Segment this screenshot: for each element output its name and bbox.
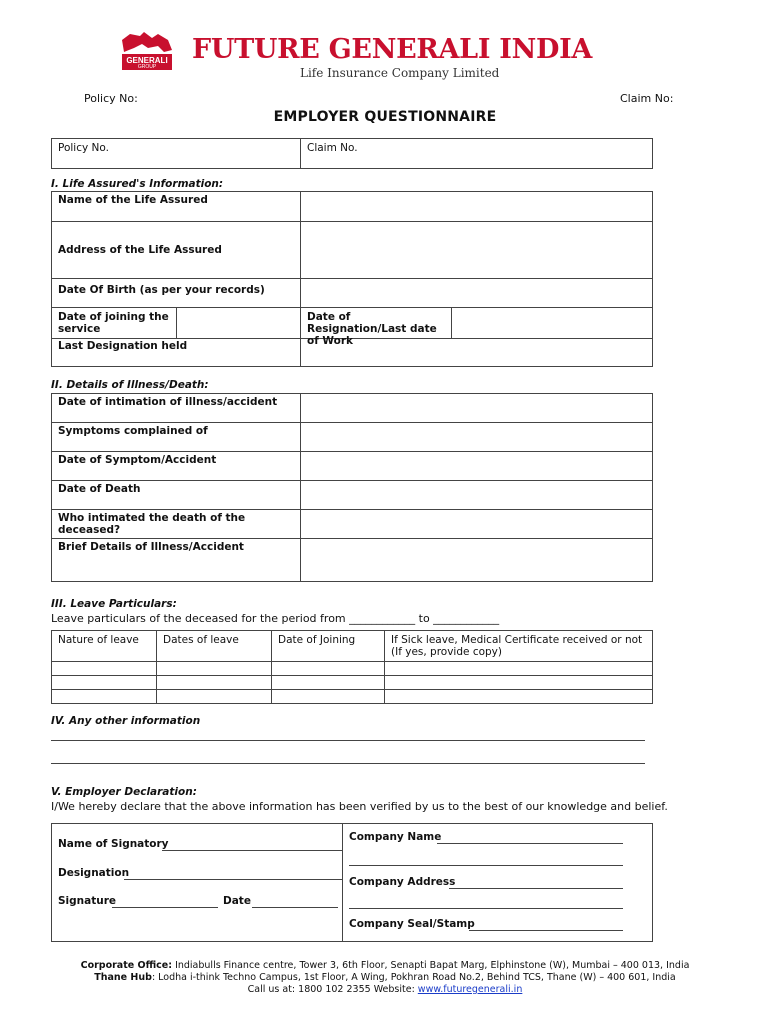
company-name-line[interactable] bbox=[437, 843, 623, 844]
leave-col-joining: Date of Joining bbox=[272, 631, 385, 662]
company-seal-label: Company Seal/Stamp bbox=[349, 918, 475, 930]
illness-row-field[interactable] bbox=[301, 452, 653, 481]
illness-row-field[interactable] bbox=[301, 423, 653, 452]
leave-cell[interactable] bbox=[52, 690, 157, 704]
dor-label: Date of Resignation/Last date of Work bbox=[301, 308, 452, 338]
footer-thane-label: Thane Hub bbox=[94, 972, 152, 983]
footer-call-text: Call us at: 1800 102 2355 Website: bbox=[247, 984, 418, 995]
leave-cell[interactable] bbox=[385, 676, 653, 690]
leave-cell[interactable] bbox=[385, 690, 653, 704]
company-address-line[interactable] bbox=[449, 888, 623, 889]
section5-heading: V. Employer Declaration: bbox=[51, 786, 197, 798]
life-assured-table bbox=[51, 191, 653, 367]
policy-no-header: Policy No: bbox=[84, 92, 138, 105]
designation-decl-label: Designation bbox=[58, 867, 130, 879]
leave-cell[interactable] bbox=[52, 662, 157, 676]
leave-cell[interactable] bbox=[272, 662, 385, 676]
claim-no-label: Claim No. bbox=[307, 142, 358, 154]
address-label: Address of the Life Assured bbox=[52, 222, 301, 279]
address-field[interactable] bbox=[301, 222, 653, 279]
policy-claim-table bbox=[51, 138, 653, 169]
section2-heading: II. Details of Illness/Death: bbox=[51, 379, 209, 391]
footer-thane-text: : Lodha i-think Techno Campus, 1st Floor, A Wing, Pokhran Road No.2, Behind TCS, Thane (W) – 400 601, India bbox=[151, 972, 676, 983]
leave-cell[interactable] bbox=[272, 676, 385, 690]
company-name-label: Company Name bbox=[349, 831, 442, 843]
section4-heading: IV. Any other information bbox=[51, 715, 201, 727]
dob-label: Date Of Birth (as per your records) bbox=[52, 279, 301, 308]
leave-cell[interactable] bbox=[157, 690, 272, 704]
section1-heading: I. Life Assured's Information: bbox=[51, 178, 224, 190]
company-cell bbox=[343, 824, 653, 942]
illness-row-label: Who intimated the death of the deceased? bbox=[52, 510, 301, 539]
declaration-table bbox=[51, 823, 653, 942]
leave-cell[interactable] bbox=[52, 676, 157, 690]
designation-line[interactable] bbox=[124, 879, 342, 880]
other-info-line[interactable] bbox=[51, 740, 645, 741]
company-address-line-2[interactable] bbox=[349, 908, 623, 909]
footer-corporate-label: Corporate Office: bbox=[80, 960, 173, 971]
footer-thane bbox=[0, 972, 770, 983]
doj-cell bbox=[52, 308, 301, 339]
signatory-cell bbox=[52, 824, 343, 942]
policy-no-field[interactable] bbox=[52, 139, 301, 169]
company-name-line-2[interactable] bbox=[349, 865, 623, 866]
leave-intro: Leave particulars of the deceased for the period from ____________ to ____________ bbox=[51, 612, 500, 625]
company-seal-line[interactable] bbox=[469, 930, 623, 931]
designation-field[interactable] bbox=[301, 339, 653, 367]
leave-col-sick: If Sick leave, Medical Certificate received or not (If yes, provide copy) bbox=[385, 631, 653, 662]
illness-row-field[interactable] bbox=[301, 481, 653, 510]
footer-corporate bbox=[0, 960, 770, 971]
illness-row-label: Symptoms complained of bbox=[52, 423, 301, 452]
signatory-line[interactable] bbox=[162, 850, 342, 851]
illness-row-field[interactable] bbox=[301, 539, 653, 582]
illness-row-label: Date of Death bbox=[52, 481, 301, 510]
generali-logo bbox=[118, 30, 184, 76]
footer-contact bbox=[0, 984, 770, 995]
illness-table bbox=[51, 393, 653, 582]
leave-cell[interactable] bbox=[157, 676, 272, 690]
leave-cell[interactable] bbox=[157, 662, 272, 676]
logo-text: GENERALI bbox=[126, 56, 168, 65]
designation-label: Last Designation held bbox=[52, 339, 301, 367]
illness-row-field[interactable] bbox=[301, 394, 653, 423]
leave-cell[interactable] bbox=[272, 690, 385, 704]
signatory-label: Name of Signatory bbox=[58, 838, 169, 850]
name-field[interactable] bbox=[301, 192, 653, 222]
leave-col-dates: Dates of leave bbox=[157, 631, 272, 662]
doj-label: Date of joining the service bbox=[52, 308, 177, 338]
date-label: Date bbox=[223, 895, 251, 907]
claim-no-header: Claim No: bbox=[620, 92, 674, 105]
page-title: EMPLOYER QUESTIONNAIRE bbox=[273, 109, 497, 125]
dor-field[interactable] bbox=[452, 308, 652, 338]
illness-row-label: Date of Symptom/Accident bbox=[52, 452, 301, 481]
other-info-line[interactable] bbox=[51, 763, 645, 764]
company-address-label: Company Address bbox=[349, 876, 456, 888]
logo-subtext: GROUP bbox=[137, 64, 157, 70]
policy-no-label: Policy No. bbox=[58, 142, 109, 154]
company-name: FUTURE GENERALI INDIA bbox=[192, 34, 593, 65]
footer-corporate-text: Indiabulls Finance centre, Tower 3, 6th Floor, Senapti Bapat Marg, Elphinstone (W), Mumbai – 400 013, India bbox=[172, 960, 690, 971]
signature-line[interactable] bbox=[112, 907, 218, 908]
date-line[interactable] bbox=[252, 907, 338, 908]
leave-cell[interactable] bbox=[385, 662, 653, 676]
name-label: Name of the Life Assured bbox=[52, 192, 301, 222]
declaration-text: I/We hereby declare that the above information has been verified by us to the best of our knowledge and belief. bbox=[51, 800, 668, 813]
illness-row-label: Date of intimation of illness/accident bbox=[52, 394, 301, 423]
dor-cell bbox=[301, 308, 653, 347]
leave-col-nature: Nature of leave bbox=[52, 631, 157, 662]
claim-no-field[interactable] bbox=[301, 139, 653, 169]
illness-row-field[interactable] bbox=[301, 510, 653, 539]
website-link[interactable]: www.futuregenerali.in bbox=[417, 984, 523, 995]
section3-heading: III. Leave Particulars: bbox=[51, 598, 177, 610]
signature-label: Signature bbox=[58, 895, 117, 907]
dob-field[interactable] bbox=[301, 279, 653, 308]
illness-row-label: Brief Details of Illness/Accident bbox=[52, 539, 301, 582]
leave-table bbox=[51, 630, 653, 704]
doj-field[interactable] bbox=[177, 308, 300, 338]
company-subtitle: Life Insurance Company Limited bbox=[300, 66, 500, 80]
